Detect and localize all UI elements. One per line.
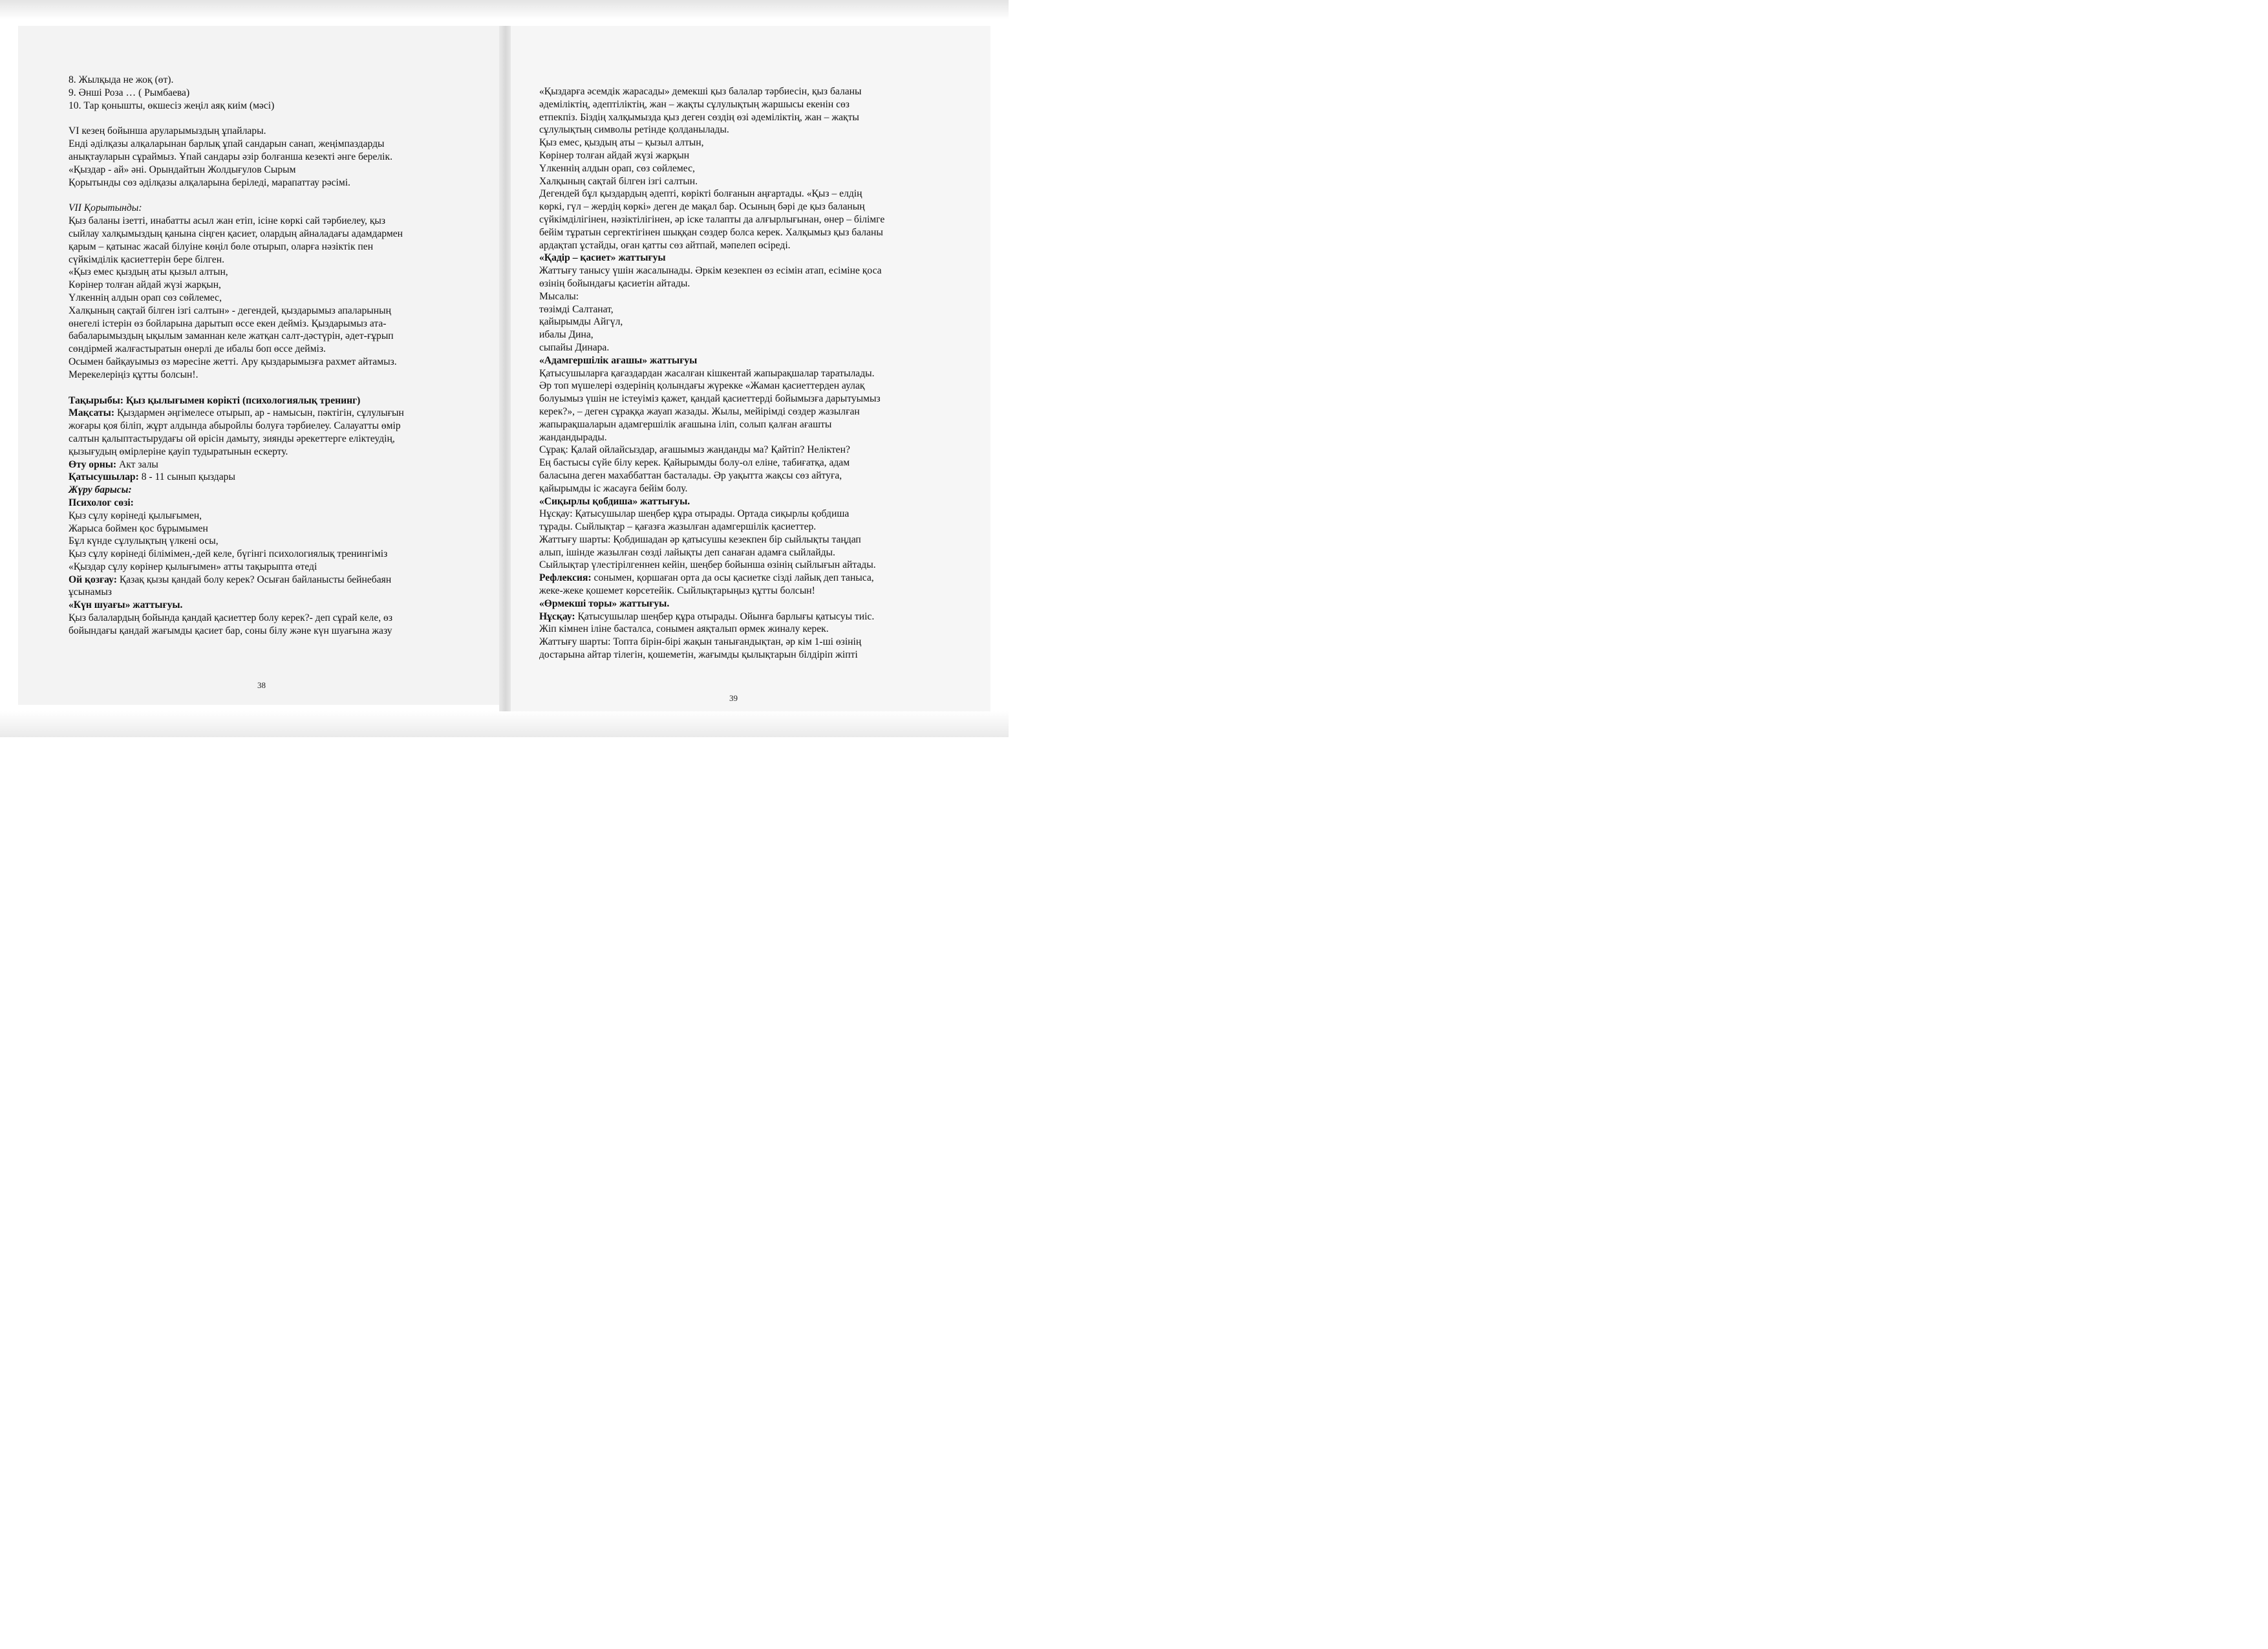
paragraph-line: жапырақшаларын адамгершілік ағашына іліп, солып қалған ағашты <box>539 418 832 430</box>
poem-line: Қыз емес, қыздың аты – қызыл алтын, <box>539 137 704 149</box>
paragraph-line: Осымен байқауымыз өз мәресіне жетті. Ару қыздарымызға рахмет айтамыз. <box>69 356 397 367</box>
instruction-label: Нұсқау: <box>539 610 575 622</box>
brainstorm-line <box>69 574 502 587</box>
example-line: ибалы Дина, <box>539 329 594 341</box>
quiz-item: 8. Жылқыда не жоқ (өт). <box>69 74 174 85</box>
paragraph-line: бейім тұратын сергектігінен шыққан сөздер болса керек. Халқымыз қыз баланы <box>539 226 883 238</box>
reflection-text: сонымен, қоршаған орта да осы қасиетке сізді лайық деп таныса, <box>591 572 874 584</box>
paragraph-line: Жаттығу шарты: Қобдишадан әр қатысушы кезекпен бір сыйлықты таңдап <box>539 534 861 545</box>
paragraph-line: VI кезең бойынша аруларымыздың ұпайлары. <box>69 125 266 137</box>
paragraph-line: етпекпіз. Біздің халқымызда қыз деген сөздің өзі әдеміліктің, жан – жақты <box>539 111 859 123</box>
poem-line: Жарыса боймен қос бұрымымен <box>69 523 208 534</box>
brainstorm-text: Қазақ қызы қандай болу керек? Осыған байланысты бейнебаян <box>116 574 392 585</box>
paragraph-line: анықтауларын сұраймыз. Ұпай сандары әзір болғанша кезекті әнге берелік. <box>69 151 392 162</box>
paragraph-line: өзінің бойындағы қасиетін айтады. <box>539 277 690 289</box>
poem-line: «Қыз емес қыздың аты қызыл алтын, <box>69 266 228 278</box>
place-line <box>69 458 502 471</box>
web-exercise-heading: «Өрмекші торы» жаттығуы. <box>539 598 670 609</box>
paragraph-line: достарына айтар тілегін, қошеметін, жағымды қылықтарын білдіріп жіпті <box>539 649 858 661</box>
paragraph-line: ұсынамыз <box>69 587 112 598</box>
paragraph-line: ардақтап ұстайды, оған қатты сөз айтпай, мәпелеп өсіреді. <box>539 239 791 251</box>
instruction-text: Қатысушылар шеңбер құра отырады. Ойынға барлығы қатысуы тиіс. <box>575 610 875 622</box>
example-line: қайырымды Айгүл, <box>539 316 623 328</box>
paragraph-line: Қатысушыларға қағаздардан жасалған кішкентай жапырақшалар таратылады. <box>539 367 875 379</box>
paragraph-line: өнегелі істерін өз бойларына дарытып өссе екен дейміз. Қыздарымыз ата- <box>69 318 387 329</box>
paragraph-line: Нұсқау: Қатысушылар шеңбер құра отырады. Ортада сиқырлы қобдиша <box>539 508 850 520</box>
place-value: Акт залы <box>116 458 158 470</box>
participants-label: Қатысушылар: <box>69 471 139 483</box>
paragraph-line: сөндірмей жалғастыратын өнерлі де ибалы боп өссе дейміз. <box>69 343 326 355</box>
page-number-right: 39 <box>729 693 738 703</box>
example-line: төзімді Салтанат, <box>539 303 614 315</box>
paragraph-line: әдеміліктің, әдептіліктің, жан – жақты сұлулықтың жаршысы екенін сөз <box>539 98 850 110</box>
left-page <box>18 26 502 705</box>
paragraph-line: Жаттығу танысу үшін жасалынады. Әркім кезекпен өз есімін атап, есіміне қоса <box>539 265 882 277</box>
box-exercise-heading: «Сиқырлы қобдиша» жаттығуы. <box>539 495 690 507</box>
aim-label: Мақсаты: <box>69 407 115 419</box>
participants-value: 8 - 11 сынып қыздары <box>138 471 235 483</box>
reflection-line <box>539 572 990 585</box>
paragraph-line: сүйкімділігінен, нәзіктілігінен, әр іске талапты да алғырлығынан, өнер – білімге <box>539 213 885 225</box>
paragraph-line: бойындағы қандай жағымды қасиет бар, соны білу және күн шуағына жазу <box>69 625 392 636</box>
paragraph-line: Жаттығу шарты: Топта бірін-бірі жақын танығандықтан, әр кім 1-ші өзінің <box>539 636 862 648</box>
topic-heading: Тақырыбы: Қыз қылығымен көрікті (психологиялық тренинг) <box>69 394 361 406</box>
paragraph-line: Мысалы: <box>539 290 579 302</box>
paragraph-line: алып, ішінде жазылған сөзді лайықты деп санаған адамға сыйлайды. <box>539 546 835 558</box>
poem-line: Халқының сақтай білген ізгі салтын. <box>539 175 698 187</box>
paragraph-line: жеке-жеке қошемет көрсетейік. Сыйлықтарыңыз құтты болсын! <box>539 585 815 597</box>
paragraph-line: Қорытынды сөз әділқазы алқаларына беріледі, марапаттау рәсімі. <box>69 177 350 188</box>
paragraph-line: болуымыз үшін не істеуіміз қажет, қандай қасиеттерді бойымызға дарытуымыз <box>539 393 881 405</box>
aim-line <box>69 407 502 420</box>
paragraph-line: Енді әділқазы алқаларынан барлық ұпай сандарын санап, жеңімпаздарды <box>69 138 385 150</box>
paragraph-line: «Қыздар - ай» әні. Орындайтын Жолдығулов Сырым <box>69 164 296 175</box>
poem-line: Үлкеннің алдын орап сөз сөйлемес, <box>69 292 222 303</box>
paragraph-line: Қыз сұлу көрінеді білімімен,-дей келе, бүгінгі психологиялық тренингіміз <box>69 548 388 560</box>
aim-text: Қыздармен әңгімелесе отырып, ар - намысын, пәктігін, сұлулығын <box>114 407 404 419</box>
brainstorm-label: Ой қозғау: <box>69 574 117 585</box>
participants-line <box>69 471 502 484</box>
conclusion-heading: VII Қорытынды: <box>69 202 142 214</box>
paragraph-line: Қыз балалардың бойында қандай қасиеттер болу керек?- деп сұрай келе, өз <box>69 612 393 624</box>
quiz-items <box>69 74 502 112</box>
reflection-label: Рефлексия: <box>539 572 592 584</box>
poem-line: Көрінер толған айдай жүзі жарқын <box>539 149 690 161</box>
sunray-exercise-heading: «Күн шуағы» жаттығуы. <box>69 599 183 611</box>
paragraph-line: керек?», – деген сұраққа жауап жазады. Жылы, мейірімді сөздер жазылған <box>539 405 860 417</box>
paragraph-line: бабаларымыздың ықылым заманнан келе жатқан салт-дәстүрін, әдет-ғұрып <box>69 330 394 342</box>
scan-bottom-shadow <box>0 711 1009 737</box>
paragraph-line: Дегендей бұл қыздардың әдепті, көрікті болғанын аңғартады. «Қыз – елдің <box>539 188 862 200</box>
page-number-left: 38 <box>257 680 266 690</box>
scan-top-shadow <box>0 0 1009 19</box>
example-line: сыпайы Динара. <box>539 341 610 353</box>
quiz-item: 10. Тар қонышты, өкшесіз жеңіл аяқ киім (мәсі) <box>69 100 275 111</box>
poem-line: Қыз сұлу көрінеді қылығымен, <box>69 510 202 521</box>
kadir-exercise-heading: «Қадір – қасиет» жаттығуы <box>539 252 666 264</box>
paragraph-line: «Қыздарға әсемдік жарасады» демекші қыз балалар тәрбиесін, қыз баланы <box>539 86 862 97</box>
scanned-book-spread <box>0 0 1009 737</box>
poem-line: Көрінер толған айдай жүзі жарқын, <box>69 279 221 291</box>
paragraph-line: сыйлау халқымыздың қанына сіңген қасиет, олардың айналадағы адамдармен <box>69 228 403 239</box>
right-page <box>511 26 990 727</box>
paragraph-line: сұлулықтың символы ретінде қолданылады. <box>539 124 729 136</box>
paragraph-line: салтын қалыптастырудағы ой өрісін дамыту, зиянды әрекеттерге еліктеудің, <box>69 433 395 444</box>
stage-vi-paragraph <box>69 125 502 189</box>
paragraph-line: баласына деген махаббаттан басталады. Әр уақытта жақсы сөз айтуға, <box>539 469 842 481</box>
paragraph-line: тұрады. Сыйлықтар – қағазға жазылған адамгершілік қасиеттер. <box>539 521 817 533</box>
poem-line: Үлкеннің алдын орап, сөз сөйлемес, <box>539 162 695 174</box>
paragraph-line: қайырымды іс жасауға бейім болу. <box>539 482 688 494</box>
tree-exercise-heading: «Адамгершілік ағашы» жаттығуы <box>539 354 698 366</box>
paragraph-line: Сыйлықтар үлестірілгеннен кейін, шеңбер бойынша өзінің сыйлығын айтады. <box>539 559 876 571</box>
paragraph-line: Әр топ мүшелері өздерінің қолындағы жүрекке «Жаман қасиеттерден аулақ <box>539 380 865 392</box>
paragraph-line: қарым – қатынас жасай білуіне көңіл бөле отырып, оларға нәзіктік пен <box>69 241 374 252</box>
paragraph-line: Ең бастысы сүйе білу керек. Қайырымды болу-ол еліне, табиғатқа, адам <box>539 457 850 469</box>
paragraph-line: Жіп кімнен іліне басталса, сонымен аяқталып өрмек жиналу керек. <box>539 623 829 635</box>
paragraph-line: Мерекелеріңіз құтты болсын!. <box>69 369 198 380</box>
psychologist-heading: Психолог сөзі: <box>69 497 134 508</box>
intro-paragraph <box>539 85 990 252</box>
place-label: Өту орны: <box>69 458 117 470</box>
paragraph-line: жоғары қоя біліп, жұрт алдында абыройлы болуға тәрбиелеу. Салауатты өмір <box>69 420 401 432</box>
paragraph-line: Қыз баланы ізетті, инабатты асыл жан етіп, ісіне көркі сай тәрбиелеу, қыз <box>69 215 386 227</box>
paragraph-line: жандандырады. <box>539 431 607 443</box>
conclusion-paragraph <box>69 215 502 381</box>
paragraph-line: Халқының сақтай білген ізгі салтын» - дегендей, қыздарымыз апаларының <box>69 305 391 316</box>
instruction-line <box>539 610 990 623</box>
quiz-item: 9. Әнші Роза … ( Рымбаева) <box>69 87 190 98</box>
paragraph-line: Сұрақ: Қалай ойлайсыздар, ағашымыз жанданды ма? Қайтіп? Неліктен? <box>539 444 850 456</box>
course-heading: Жүру барысы: <box>69 484 132 496</box>
paragraph-line: «Қыздар сұлу көрінер қылығымен» атты тақырыпта өтеді <box>69 561 317 572</box>
paragraph-line: көркі, гүл – жердің көркі» деген де мақал бар. Осының бәрі де қыз баланың <box>539 201 865 213</box>
paragraph-line: сүйкімділік қасиеттерін бере білген. <box>69 253 224 265</box>
poem-line: Бұл күнде сұлулықтың үлкені осы, <box>69 535 219 547</box>
paragraph-line: қызығудың өмірлеріне қауіп тудыратынын ескерту. <box>69 446 288 457</box>
